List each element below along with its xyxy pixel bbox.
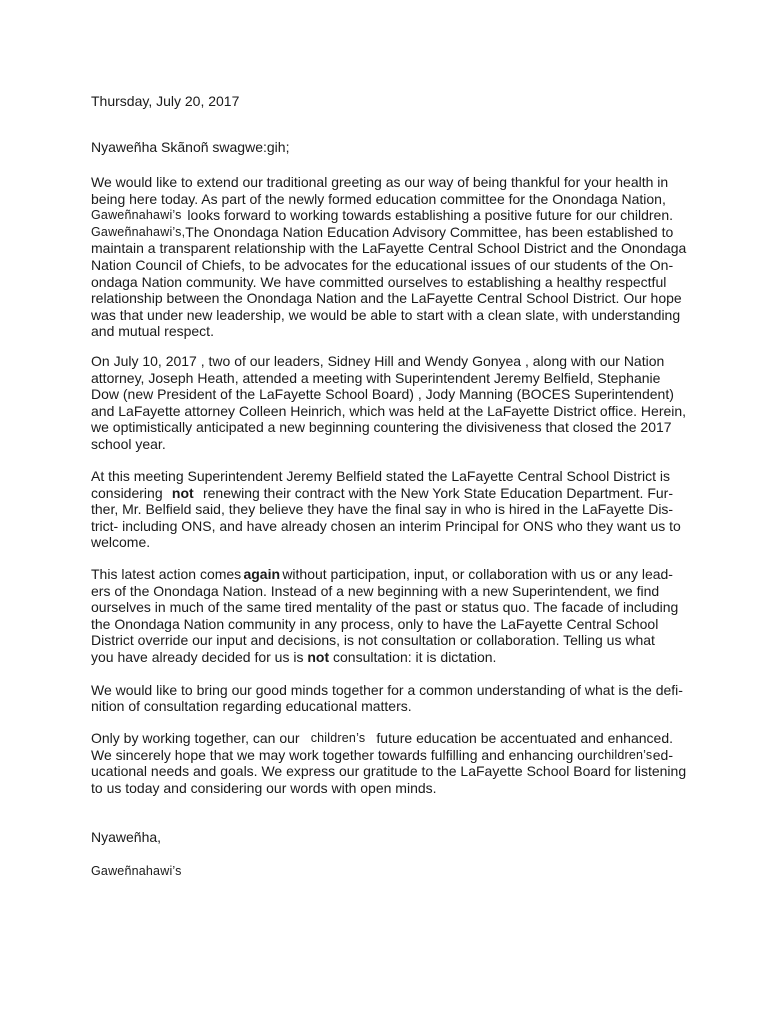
- text-line: nition of consultation regarding educational matters.: [91, 698, 412, 714]
- text-line: relationship between the Onondaga Nation and the LaFayette Central School District. Our hope: [91, 290, 682, 306]
- text-line: school year.: [91, 436, 166, 452]
- emphasis-not: not: [171, 485, 194, 501]
- text-line: Nation Council of Chiefs, to be advocates for the educational issues of our students of the On-: [91, 257, 674, 273]
- text-span: children’s: [597, 748, 653, 762]
- text-line: Dow (new President of the LaFayette School Board) , Jody Manning (BOCES Superintendent): [91, 386, 674, 402]
- text-line: was that under new leadership, we would be able to start with a clean slate, with understanding: [91, 307, 681, 323]
- text-line: ucational needs and goals. We express our gratitude to the LaFayette School Board for listening: [91, 763, 687, 779]
- text-span: considering: [91, 485, 163, 501]
- text-line: and mutual respect.: [91, 323, 214, 339]
- committee-name: Gaweñnahawi’s: [91, 208, 182, 222]
- text-line: [91, 747, 673, 764]
- text-span: without participation, input, or collaboration with us or any lead-: [282, 566, 673, 582]
- letter-date: Thursday, July 20, 2017: [91, 93, 240, 109]
- text-line: We would like to extend our traditional greeting as our way of being thankful for your health in: [91, 174, 669, 190]
- text-span: We sincerely hope that we may work together towards fulfilling and enhancing our: [91, 747, 598, 763]
- text-line: we optimistically anticipated a new beginning countering the divisiveness that closed the 2017: [91, 419, 672, 435]
- text-line: trict- including ONS, and have already chosen an interim Principal for ONS who they want us to: [91, 518, 681, 534]
- emphasis-again: again: [243, 566, 281, 582]
- text-line: and LaFayette attorney Colleen Heinrich, which was held at the LaFayette District office. Herein,: [91, 403, 687, 419]
- committee-name: Gaweñnahawi’s,: [91, 225, 186, 239]
- text-line: ondaga Nation community. We have committed ourselves to establishing a healthy respectful: [91, 274, 667, 290]
- text-line: maintain a transparent relationship with the LaFayette Central School District and the Onondaga: [91, 240, 687, 256]
- text-line: [91, 224, 673, 241]
- text-line: being here today. As part of the newly formed education committee for the Onondaga Nation,: [91, 191, 666, 207]
- text-line: On July 10, 2017 , two of our leaders, Sidney Hill and Wendy Gonyea , along with our Nation: [91, 353, 665, 369]
- text-line: [91, 566, 673, 583]
- text-line: [91, 485, 673, 502]
- text-line: District override our input and decisions, is not consultation or collaboration. Telling us what: [91, 632, 655, 648]
- text-line: to us today and considering our words with open minds.: [91, 780, 437, 796]
- text-span: Only by working together, can our: [91, 730, 300, 746]
- salutation: Nyaweñha Skãnoñ swagwe:gih;: [91, 139, 290, 155]
- text-line: ers of the Onondaga Nation. Instead of a new beginning with a new Superintendent, we find: [91, 583, 660, 599]
- text-span: ed-: [652, 747, 673, 763]
- text-line: [91, 730, 673, 747]
- text-span: you have already decided for us is: [91, 649, 304, 665]
- text-line: [91, 207, 673, 224]
- text-span: consultation: it is dictation.: [333, 649, 497, 665]
- closing: Nyaweñha,: [91, 829, 162, 845]
- text-line: welcome.: [91, 534, 151, 550]
- text-line: [91, 649, 496, 666]
- text-span: future education be accentuated and enhanced.: [376, 730, 673, 746]
- text-span: looks forward to working towards establishing a positive future for our children.: [187, 207, 673, 223]
- text-line: At this meeting Superintendent Jeremy Belfield stated the LaFayette Central School District is: [91, 468, 670, 484]
- text-line: the Onondaga Nation community in any process, only to have the LaFayette Central School: [91, 616, 659, 632]
- signature: Gaweñnahawi’s: [91, 864, 182, 878]
- emphasis-not: not: [307, 649, 330, 665]
- text-line: ther, Mr. Belfield said, they believe they have the final say in who is hired in the LaFayette Dis-: [91, 501, 674, 517]
- text-span: This latest action comes: [91, 566, 242, 582]
- text-span: The Onondaga Nation Education Advisory Committee, has been established to: [185, 224, 674, 240]
- text-line: We would like to bring our good minds together for a common understanding of what is the defi-: [91, 682, 683, 698]
- text-line: ourselves in much of the same tired mentality of the past or status quo. The facade of including: [91, 599, 679, 615]
- text-span: children’s: [310, 731, 366, 745]
- text-line: attorney, Joseph Heath, attended a meeting with Superintendent Jeremy Belfield, Stephanie: [91, 370, 661, 386]
- text-span: renewing their contract with the New York State Education Department. Fur-: [202, 485, 673, 501]
